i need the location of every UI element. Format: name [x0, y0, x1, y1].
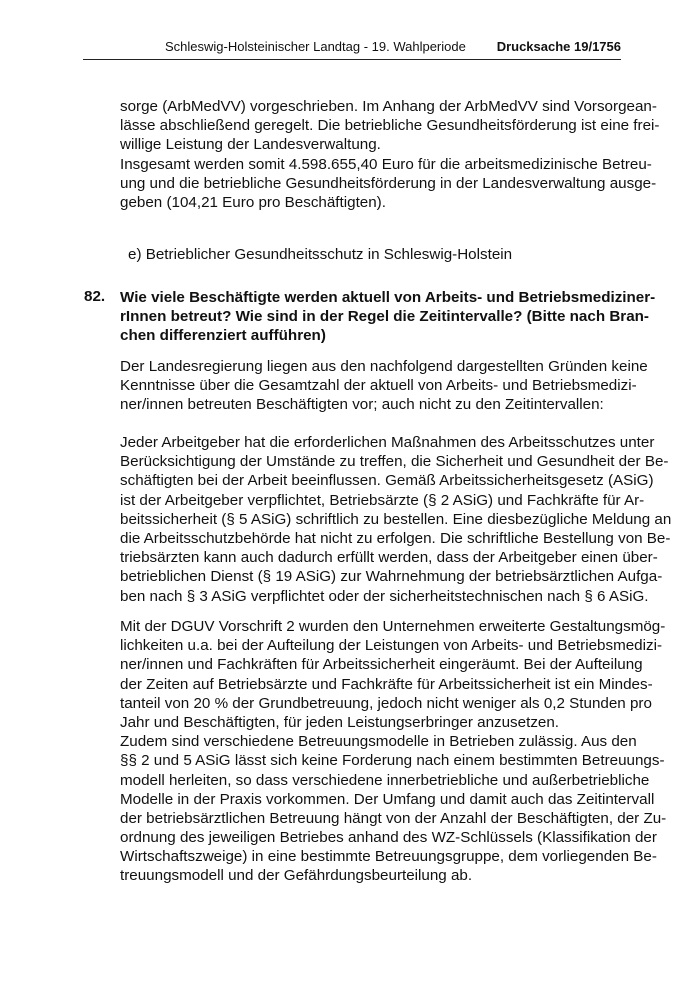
text-line: Der Landesregierung liegen aus den nachfolgend dargestellten Gründen keine — [120, 358, 648, 375]
text-line: lässe abschließend geregelt. Die betriebliche Gesundheitsförderung ist eine frei- — [120, 117, 660, 135]
text-line: tanteil von 20 % der Grundbetreuung, jedoch nicht weniger als 0,2 Stunden pro — [120, 694, 652, 712]
text-line: willige Leistung der Landesverwaltung. — [120, 136, 381, 154]
text-line: triebsärzten kann auch dadurch erfüllt werden, dass der Arbeitgeber einen über- — [120, 549, 658, 567]
text-line: der Zeiten auf Betriebsärzte und Fachkräfte für Arbeitssicherheit ist ein Mindes- — [120, 675, 653, 693]
header-title: Schleswig-Holsteinischer Landtag - 19. Wahlperiode — [165, 39, 466, 54]
text-line: rInnen betreut? Wie sind in der Regel die Zeitintervalle? (Bitte nach Bran- — [120, 308, 649, 326]
text-line: ben nach § 3 ASiG verpflichtet oder der sicherheitstechnischen nach § 6 ASiG. — [120, 587, 649, 605]
text-line: die Arbeitsschutzbehörde hat nicht zu erfolgen. Die schriftliche Bestellung von Be- — [120, 529, 671, 547]
text-line: Mit der DGUV Vorschrift 2 wurden den Unternehmen erweiterte Gestaltungsmög- — [120, 618, 666, 635]
text-line: betrieblichen Dienst (§ 19 ASiG) zur Wahrnehmung der betriebsärztlichen Aufga- — [120, 568, 663, 586]
text-line: geben (104,21 Euro pro Beschäftigten). — [120, 193, 386, 211]
answer-paragraph-1 — [120, 357, 648, 415]
text-line: lichkeiten u.a. bei der Aufteilung der Leistungen von Arbeits- und Betriebsmedizi- — [120, 637, 663, 655]
text-line: ner/innen betreuten Beschäftigten vor; auch nicht zu den Zeitintervallen: — [120, 396, 604, 414]
document-number: Drucksache 19/1756 — [496, 39, 621, 54]
answer-paragraph-2 — [120, 433, 671, 606]
text-line: ist der Arbeitgeber verpflichtet, Betriebsärzte (§ 2 ASiG) und Fachkräfte für Ar- — [120, 491, 645, 509]
text-line: sorge (ArbMedVV) vorgeschrieben. Im Anhang der ArbMedVV sind Vorsorgean- — [120, 98, 657, 115]
answer-paragraph-3 — [120, 617, 666, 886]
text-line: Wirtschaftszweige) in eine bestimmte Betreuungsgruppe, dem vorliegenden Be- — [120, 848, 657, 866]
text-line: §§ 2 und 5 ASiG lässt sich keine Forderung nach einem bestimmten Betreuungs- — [120, 752, 665, 770]
question-number: 82. — [84, 288, 106, 305]
text-line: modell herleiten, so dass verschiedene innerbetriebliche und außerbetriebliche — [120, 771, 650, 789]
text-line: Berücksichtigung der Umstände zu treffen, die Sicherheit und Gesundheit der Be- — [120, 453, 669, 471]
text-line: Modelle in der Praxis vorkommen. Der Umfang und damit auch das Zeitintervall — [120, 790, 655, 808]
text-line: Zudem sind verschiedene Betreuungsmodelle in Betrieben zulässig. Aus den — [120, 733, 637, 751]
text-line: ordnung des jeweiligen Betriebes anhand des WZ-Schlüssels (Klassifikation der — [120, 829, 657, 847]
text-line: ner/innen und Fachkräften für Arbeitssicherheit eingeräumt. Bei der Aufteilung — [120, 656, 643, 674]
text-line: Jeder Arbeitgeber hat die erforderlichen Maßnahmen des Arbeitsschutzes unter — [120, 434, 655, 451]
text-line: ung und die betriebliche Gesundheitsförderung in der Landesverwaltung ausge- — [120, 174, 657, 192]
text-line: Wie viele Beschäftigte werden aktuell von Arbeits- und Betriebsmediziner- — [120, 289, 656, 306]
text-line: Insgesamt werden somit 4.598.655,40 Euro für die arbeitsmedizinische Betreu- — [120, 155, 652, 173]
intro-paragraph — [120, 97, 659, 212]
text-line: chen differenziert aufführen) — [120, 327, 326, 345]
text-line: schäftigten bei der Arbeit beeinflussen. Gemäß Arbeitssicherheitsgesetz (ASiG) — [120, 472, 654, 490]
page-header — [83, 37, 621, 60]
section-heading — [128, 245, 512, 264]
question-text — [120, 288, 655, 346]
text-line: Jahr und Beschäftigten, für jeden Leistungserbringer anzusetzen. — [120, 713, 560, 731]
text-line: der betriebsärztlichen Betreuung hängt von der Anzahl der Beschäftigten, der Zu- — [120, 809, 667, 827]
text-line: beitssicherheit (§ 5 ASiG) schriftlich zu bestellen. Eine diesbezügliche Meldung an — [120, 510, 672, 528]
section-heading-text: e) Betrieblicher Gesundheitsschutz in Schleswig-Holstein — [128, 246, 513, 263]
text-line: Kenntnisse über die Gesamtzahl der aktuell von Arbeits- und Betriebsmedizi- — [120, 377, 637, 395]
text-line: treuungsmodell und der Gefährdungsbeurteilung ab. — [120, 867, 473, 885]
